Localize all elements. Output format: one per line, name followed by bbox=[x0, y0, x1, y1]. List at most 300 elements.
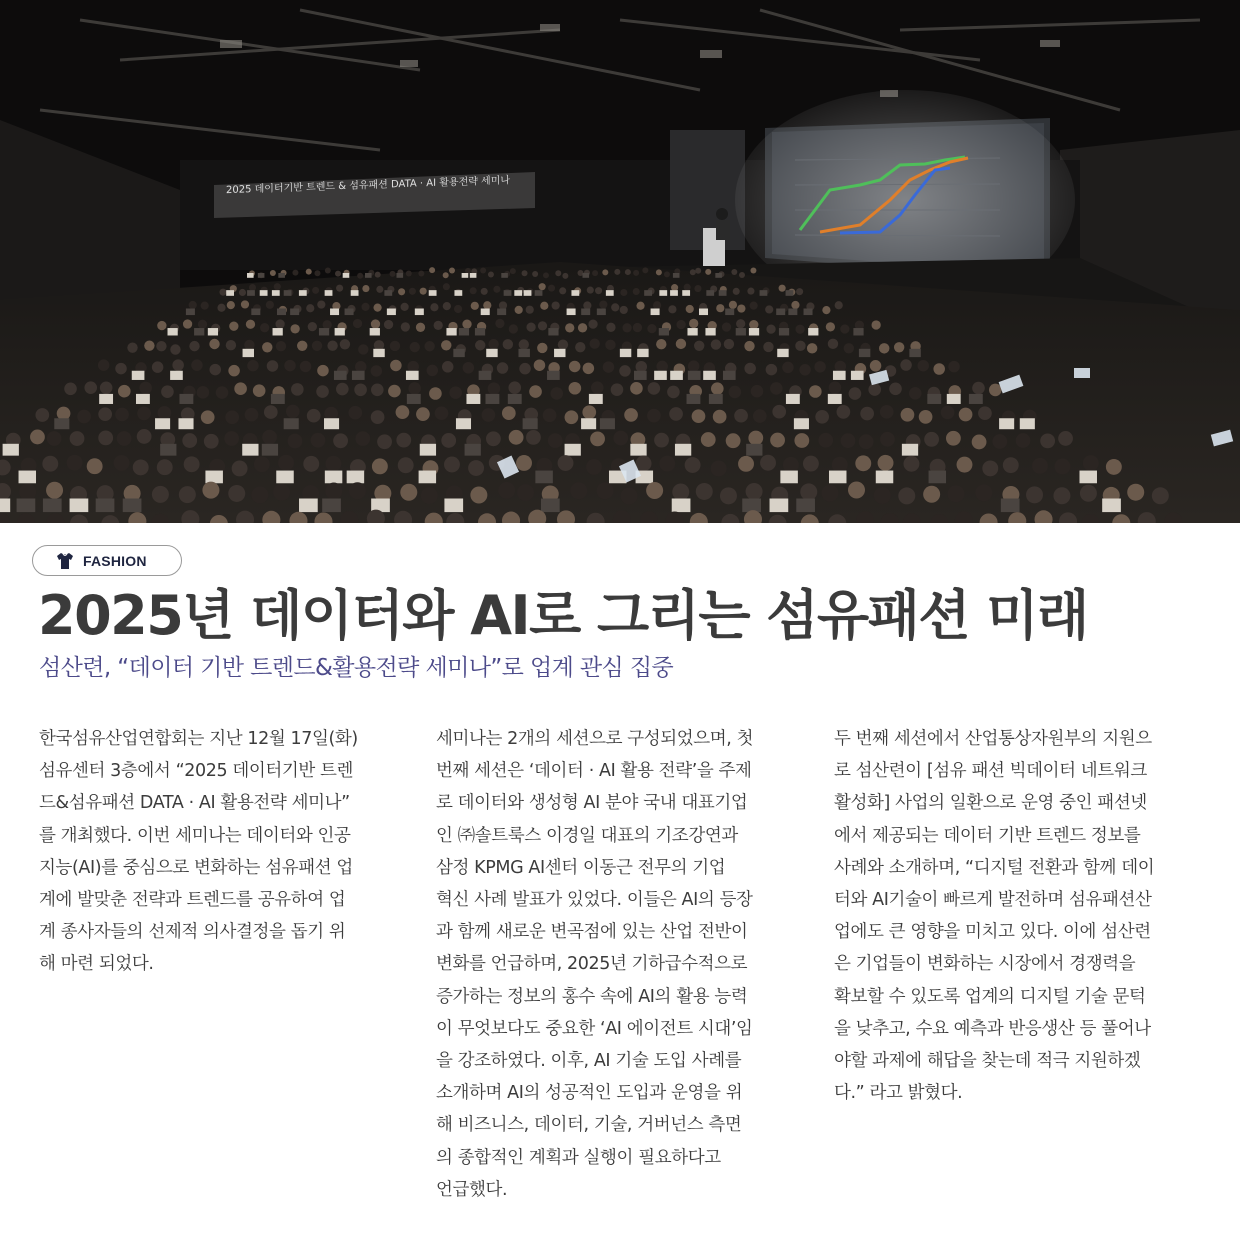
audience-head bbox=[449, 267, 455, 273]
audience-body bbox=[406, 371, 419, 380]
audience-body bbox=[271, 394, 285, 404]
audience-head bbox=[217, 304, 225, 312]
audience-head bbox=[782, 362, 794, 374]
audience-head bbox=[46, 482, 63, 499]
audience-body bbox=[319, 328, 329, 335]
tshirt-icon bbox=[55, 551, 75, 571]
audience-head bbox=[880, 405, 894, 419]
body-text-line: 증가하는 정보의 홍수 속에 AI의 활용 능력 bbox=[436, 986, 748, 1007]
body-text-line: 인 ㈜솔트룩스 이경일 대표의 기조강연과 bbox=[436, 825, 738, 846]
audience-body bbox=[226, 290, 234, 296]
audience-head bbox=[591, 381, 604, 394]
body-text-line: 두 번째 세션에서 산업통상자원부의 지원으 bbox=[834, 729, 1152, 749]
audience-head bbox=[239, 289, 246, 296]
audience-head bbox=[583, 301, 591, 309]
audience-head bbox=[35, 408, 49, 422]
audience-body bbox=[186, 309, 195, 316]
audience-head bbox=[219, 289, 226, 296]
audience-body bbox=[518, 349, 529, 357]
audience-head bbox=[133, 459, 149, 475]
audience-body bbox=[535, 471, 552, 484]
audience-head bbox=[868, 383, 881, 396]
audience-body bbox=[243, 349, 254, 357]
audience-head bbox=[475, 340, 485, 350]
audience-head bbox=[611, 383, 624, 396]
body-text-line: 야할 과제에 해답을 찾는데 적극 지원하겠 bbox=[834, 1051, 1141, 1072]
audience-head bbox=[738, 456, 754, 472]
audience-head bbox=[232, 460, 248, 476]
audience-head bbox=[592, 270, 598, 276]
audience-body bbox=[554, 349, 565, 357]
audience-head bbox=[671, 284, 678, 291]
audience-head bbox=[992, 434, 1007, 449]
audience-head bbox=[602, 269, 608, 275]
audience-head bbox=[779, 285, 786, 292]
audience-head bbox=[636, 302, 644, 310]
audience-head bbox=[772, 405, 786, 419]
audience-body bbox=[251, 309, 260, 316]
audience-head bbox=[266, 301, 274, 309]
audience-head bbox=[543, 272, 549, 278]
audience-body bbox=[634, 371, 647, 380]
audience-head bbox=[441, 433, 456, 448]
audience-body bbox=[387, 309, 396, 316]
audience-head bbox=[247, 360, 259, 372]
audience-body bbox=[902, 444, 918, 456]
audience-head bbox=[982, 460, 998, 476]
audience-head bbox=[251, 486, 268, 503]
audience-body bbox=[706, 290, 714, 296]
audience-head bbox=[711, 461, 727, 477]
audience-head bbox=[898, 487, 915, 504]
audience-head bbox=[749, 320, 758, 329]
audience-body bbox=[1080, 471, 1097, 484]
audience-head bbox=[555, 270, 561, 276]
audience-head bbox=[989, 384, 1002, 397]
audience-head bbox=[690, 269, 696, 275]
audience-head bbox=[791, 301, 799, 309]
audience-head bbox=[688, 360, 700, 372]
body-text-line: 변화를 언급하며, 2025년 기하급수적으로 bbox=[436, 954, 748, 975]
audience-head bbox=[510, 268, 516, 274]
audience-head bbox=[878, 455, 894, 471]
audience-head bbox=[760, 455, 776, 471]
audience-head bbox=[67, 455, 83, 471]
audience-head bbox=[630, 382, 643, 395]
audience-head bbox=[722, 322, 731, 331]
audience-body bbox=[567, 309, 576, 316]
audience-body bbox=[247, 273, 254, 278]
audience-head bbox=[127, 342, 137, 352]
audience-body bbox=[170, 371, 183, 380]
audience-head bbox=[880, 432, 895, 447]
audience-head bbox=[354, 383, 367, 396]
audience-head bbox=[442, 361, 454, 373]
audience-head bbox=[548, 285, 555, 292]
audience-head bbox=[355, 431, 370, 446]
audience-head bbox=[435, 406, 449, 420]
audience-body bbox=[454, 290, 462, 296]
audience-body bbox=[571, 290, 579, 296]
audience-head bbox=[841, 433, 856, 448]
audience-head bbox=[849, 387, 862, 400]
audience-head bbox=[273, 484, 290, 501]
audience-head bbox=[229, 322, 238, 331]
audience-head bbox=[179, 486, 196, 503]
audience-body bbox=[794, 418, 809, 429]
audience-body bbox=[828, 394, 842, 404]
audience-head bbox=[202, 482, 219, 499]
audience-head bbox=[619, 365, 631, 377]
audience-head bbox=[975, 484, 992, 501]
audience-head bbox=[361, 303, 369, 311]
audience-head bbox=[874, 487, 891, 504]
audience-head bbox=[822, 306, 830, 314]
audience-body bbox=[262, 444, 278, 456]
audience-body bbox=[278, 273, 285, 278]
audience-body bbox=[523, 418, 538, 429]
audience-head bbox=[642, 267, 648, 273]
audience-body bbox=[606, 290, 614, 296]
audience-head bbox=[783, 457, 799, 473]
audience-body bbox=[760, 290, 768, 296]
audience-body bbox=[365, 273, 372, 278]
audience-body bbox=[999, 418, 1014, 429]
audience-head bbox=[809, 385, 822, 398]
audience-head bbox=[325, 456, 341, 472]
audience-head bbox=[204, 434, 219, 449]
audience-head bbox=[495, 319, 504, 328]
audience-head bbox=[488, 339, 498, 349]
audience-head bbox=[376, 286, 383, 293]
audience-head bbox=[636, 361, 648, 373]
audience-head bbox=[814, 361, 826, 373]
audience-head bbox=[1127, 484, 1144, 501]
audience-head bbox=[470, 287, 477, 294]
audience-head bbox=[249, 284, 256, 291]
audience-head bbox=[1054, 459, 1070, 475]
audience-head bbox=[550, 387, 563, 400]
audience-head bbox=[189, 301, 197, 309]
audience-head bbox=[462, 320, 471, 329]
audience-head bbox=[689, 319, 698, 328]
category-badge[interactable] bbox=[32, 545, 182, 576]
audience-head bbox=[590, 339, 600, 349]
audience-head bbox=[684, 284, 691, 291]
body-text-line: 은 기업들이 변화하는 시장에서 경쟁력을 bbox=[834, 954, 1136, 975]
audience-head bbox=[625, 269, 631, 275]
audience-head bbox=[408, 382, 421, 395]
audience-body bbox=[788, 309, 797, 316]
audience-head bbox=[418, 271, 424, 277]
audience-head bbox=[648, 382, 661, 395]
audience-head bbox=[444, 457, 460, 473]
audience-body bbox=[654, 371, 667, 380]
audience-body bbox=[1001, 499, 1020, 513]
audience-head bbox=[398, 457, 414, 473]
audience-body bbox=[54, 418, 69, 429]
audience-head bbox=[144, 340, 154, 350]
audience-head bbox=[746, 483, 763, 500]
audience-body bbox=[1020, 418, 1035, 429]
body-text-line: 한국섬유산업연합회는 지난 12월 17일(화) bbox=[39, 729, 358, 749]
audience-head bbox=[587, 287, 594, 294]
audience-body bbox=[335, 328, 345, 335]
audience-head bbox=[371, 319, 380, 328]
audience-head bbox=[327, 341, 337, 351]
audience-head bbox=[744, 341, 754, 351]
audience-head bbox=[420, 288, 427, 295]
audience-head bbox=[837, 405, 851, 419]
body-text-line: 섬유센터 3층에서 “2025 데이터기반 트렌 bbox=[39, 761, 354, 782]
audience-head bbox=[429, 387, 442, 400]
audience-body bbox=[373, 349, 384, 357]
audience-head bbox=[694, 285, 701, 292]
audience-head bbox=[656, 361, 668, 373]
audience-body bbox=[347, 471, 364, 484]
audience-head bbox=[540, 302, 548, 310]
audience-head bbox=[228, 485, 245, 502]
body-text-line: 확보할 수 있도록 업계의 디지털 기술 문턱 bbox=[834, 986, 1146, 1007]
audience-head bbox=[137, 429, 152, 444]
audience-head bbox=[633, 323, 642, 332]
audience-body bbox=[465, 444, 481, 456]
audience-head bbox=[633, 288, 640, 295]
audience-head bbox=[889, 382, 902, 395]
audience-head bbox=[182, 433, 197, 448]
audience-head bbox=[70, 431, 85, 446]
audience-head bbox=[262, 430, 277, 445]
audience-head bbox=[306, 269, 312, 275]
audience-head bbox=[98, 359, 110, 371]
audience-head bbox=[498, 482, 515, 499]
audience-head bbox=[720, 487, 737, 504]
audience-body bbox=[325, 471, 342, 484]
audience-head bbox=[517, 484, 534, 501]
audience-head bbox=[859, 434, 874, 449]
audience-body bbox=[927, 394, 941, 404]
audience-body bbox=[325, 290, 333, 296]
audience-body bbox=[770, 499, 789, 513]
audience-head bbox=[636, 455, 652, 471]
audience-head bbox=[765, 305, 773, 313]
body-column-1 bbox=[39, 723, 395, 981]
audience-head bbox=[770, 433, 785, 448]
audience-body bbox=[178, 418, 193, 429]
audience-head bbox=[288, 434, 303, 449]
audience-body bbox=[851, 371, 864, 380]
body-text-line: 해 마련 되었다. bbox=[39, 954, 154, 975]
audience-head bbox=[624, 408, 638, 422]
audience-body bbox=[780, 471, 797, 484]
audience-head bbox=[1032, 458, 1048, 474]
audience-body bbox=[715, 273, 722, 278]
audience-head bbox=[234, 382, 247, 395]
audience-head bbox=[509, 430, 524, 445]
audience-head bbox=[98, 430, 113, 445]
audience-head bbox=[303, 456, 319, 472]
audience-body bbox=[703, 371, 716, 380]
audience-body bbox=[504, 290, 512, 296]
audience-body bbox=[777, 349, 788, 357]
audience-head bbox=[1053, 487, 1070, 504]
audience-head bbox=[685, 457, 701, 473]
audience-head bbox=[335, 271, 341, 277]
audience-body bbox=[132, 371, 145, 380]
audience-head bbox=[526, 322, 535, 331]
audience-head bbox=[499, 301, 507, 309]
audience-head bbox=[201, 302, 209, 310]
audience-head bbox=[274, 283, 281, 290]
audience-head bbox=[1040, 433, 1055, 448]
audience-head bbox=[558, 339, 568, 349]
audience-body bbox=[481, 309, 490, 316]
audience-head bbox=[317, 365, 329, 377]
audience-head bbox=[246, 320, 255, 329]
audience-head bbox=[695, 268, 701, 274]
audience-head bbox=[509, 324, 518, 333]
audience-body bbox=[155, 418, 170, 429]
audience-head bbox=[548, 433, 563, 448]
audience-head bbox=[114, 455, 130, 471]
audience-head bbox=[516, 455, 532, 471]
audience-head bbox=[244, 340, 254, 350]
audience-head bbox=[161, 385, 174, 398]
audience-head bbox=[588, 319, 597, 328]
body-text-line: 해 비즈니스, 데이터, 기술, 거버넌스 측면 bbox=[436, 1115, 742, 1136]
audience-body bbox=[352, 371, 365, 380]
audience-head bbox=[519, 339, 529, 349]
body-text-line: 로 섬산련이 [섬유 패션 빅데이터 네트워크 bbox=[834, 761, 1147, 782]
audience-body bbox=[524, 290, 532, 296]
audience-body bbox=[876, 471, 893, 484]
audience-head bbox=[325, 267, 331, 273]
body-text-line: 을 강조하였다. 이후, AI 기술 도입 사례를 bbox=[436, 1051, 742, 1072]
audience-head bbox=[606, 323, 615, 332]
audience-head bbox=[87, 458, 103, 474]
audience-head bbox=[375, 272, 381, 278]
audience-head bbox=[401, 303, 409, 311]
audience-head bbox=[538, 321, 547, 330]
audience-head bbox=[488, 272, 494, 278]
audience-head bbox=[481, 288, 488, 295]
audience-body bbox=[699, 309, 708, 316]
audience-body bbox=[276, 471, 293, 484]
audience-body bbox=[725, 309, 734, 316]
audience-body bbox=[853, 328, 863, 335]
body-text-line: 업에도 큰 영향을 미치고 있다. 이에 섬산련 bbox=[834, 922, 1151, 943]
audience-head bbox=[614, 269, 620, 275]
audience-head bbox=[815, 410, 829, 424]
audience-head bbox=[829, 381, 842, 394]
audience-head bbox=[803, 456, 819, 472]
audience-head bbox=[421, 487, 438, 504]
body-text-line: 이 무엇보다도 중요한 ‘AI 에이전트 시대’임 bbox=[436, 1018, 753, 1039]
audience-body bbox=[17, 499, 36, 513]
body-text-line: 터와 AI기술이 빠르게 발전하며 섬유패션산 bbox=[834, 890, 1152, 911]
audience-body bbox=[330, 309, 339, 316]
audience-head bbox=[401, 322, 410, 331]
audience-head bbox=[676, 320, 685, 329]
audience-head bbox=[696, 483, 713, 500]
audience-head bbox=[597, 482, 614, 499]
audience-head bbox=[1152, 487, 1169, 504]
audience-head bbox=[264, 405, 278, 419]
audience-head bbox=[157, 321, 166, 330]
audience-head bbox=[539, 283, 546, 290]
body-column-3 bbox=[834, 723, 1190, 1109]
audience-head bbox=[736, 319, 745, 328]
audience-body bbox=[796, 499, 815, 513]
audience-body bbox=[260, 290, 268, 296]
audience-body bbox=[672, 499, 691, 513]
audience-head bbox=[198, 320, 207, 329]
audience-head bbox=[152, 486, 169, 503]
audience-head bbox=[748, 431, 763, 446]
audience-head bbox=[653, 301, 661, 309]
audience-body bbox=[123, 499, 142, 513]
audience-body bbox=[535, 290, 543, 296]
audience-body bbox=[415, 309, 424, 316]
audience-body bbox=[0, 499, 10, 513]
audience-body bbox=[205, 471, 222, 484]
audience-body bbox=[444, 499, 463, 513]
audience-head bbox=[605, 340, 615, 350]
audience-body bbox=[833, 371, 846, 380]
audience-head bbox=[750, 302, 758, 310]
audience-body bbox=[582, 273, 589, 278]
audience-body bbox=[247, 290, 255, 296]
audience-body bbox=[547, 371, 560, 380]
body-text-line: 혁신 사례 발표가 있었다. 이들은 AI의 등장 bbox=[436, 890, 753, 911]
audience-head bbox=[664, 271, 670, 277]
audience-head bbox=[429, 267, 435, 273]
audience-head bbox=[156, 341, 166, 351]
audience-head bbox=[388, 385, 401, 398]
audience-head bbox=[224, 431, 239, 446]
audience-head bbox=[978, 406, 992, 420]
seminar-hall-illustration bbox=[0, 0, 1240, 523]
audience-body bbox=[3, 444, 19, 456]
audience-head bbox=[871, 320, 880, 329]
audience-body bbox=[597, 309, 606, 316]
audience-head bbox=[534, 359, 546, 371]
audience-body bbox=[396, 273, 403, 278]
audience-body bbox=[670, 371, 683, 380]
audience-head bbox=[292, 270, 298, 276]
audience-head bbox=[275, 319, 284, 328]
audience-body bbox=[581, 418, 596, 429]
audience-head bbox=[692, 409, 706, 423]
audience-body bbox=[242, 444, 258, 456]
audience-body bbox=[589, 394, 603, 404]
audience-body bbox=[637, 349, 648, 357]
audience-body bbox=[160, 444, 176, 456]
audience-head bbox=[373, 304, 381, 312]
body-text-line: 계 종사자들의 선제적 의사결정을 돕기 위 bbox=[39, 922, 346, 943]
audience-head bbox=[64, 383, 77, 396]
audience-body bbox=[343, 273, 350, 278]
audience-head bbox=[225, 410, 239, 424]
audience-head bbox=[894, 342, 904, 352]
audience-body bbox=[742, 499, 761, 513]
audience-head bbox=[794, 433, 809, 448]
audience-head bbox=[312, 341, 322, 351]
audience-body bbox=[446, 328, 456, 335]
audience-body bbox=[541, 499, 560, 513]
audience-body bbox=[407, 394, 421, 404]
audience-head bbox=[737, 304, 745, 312]
